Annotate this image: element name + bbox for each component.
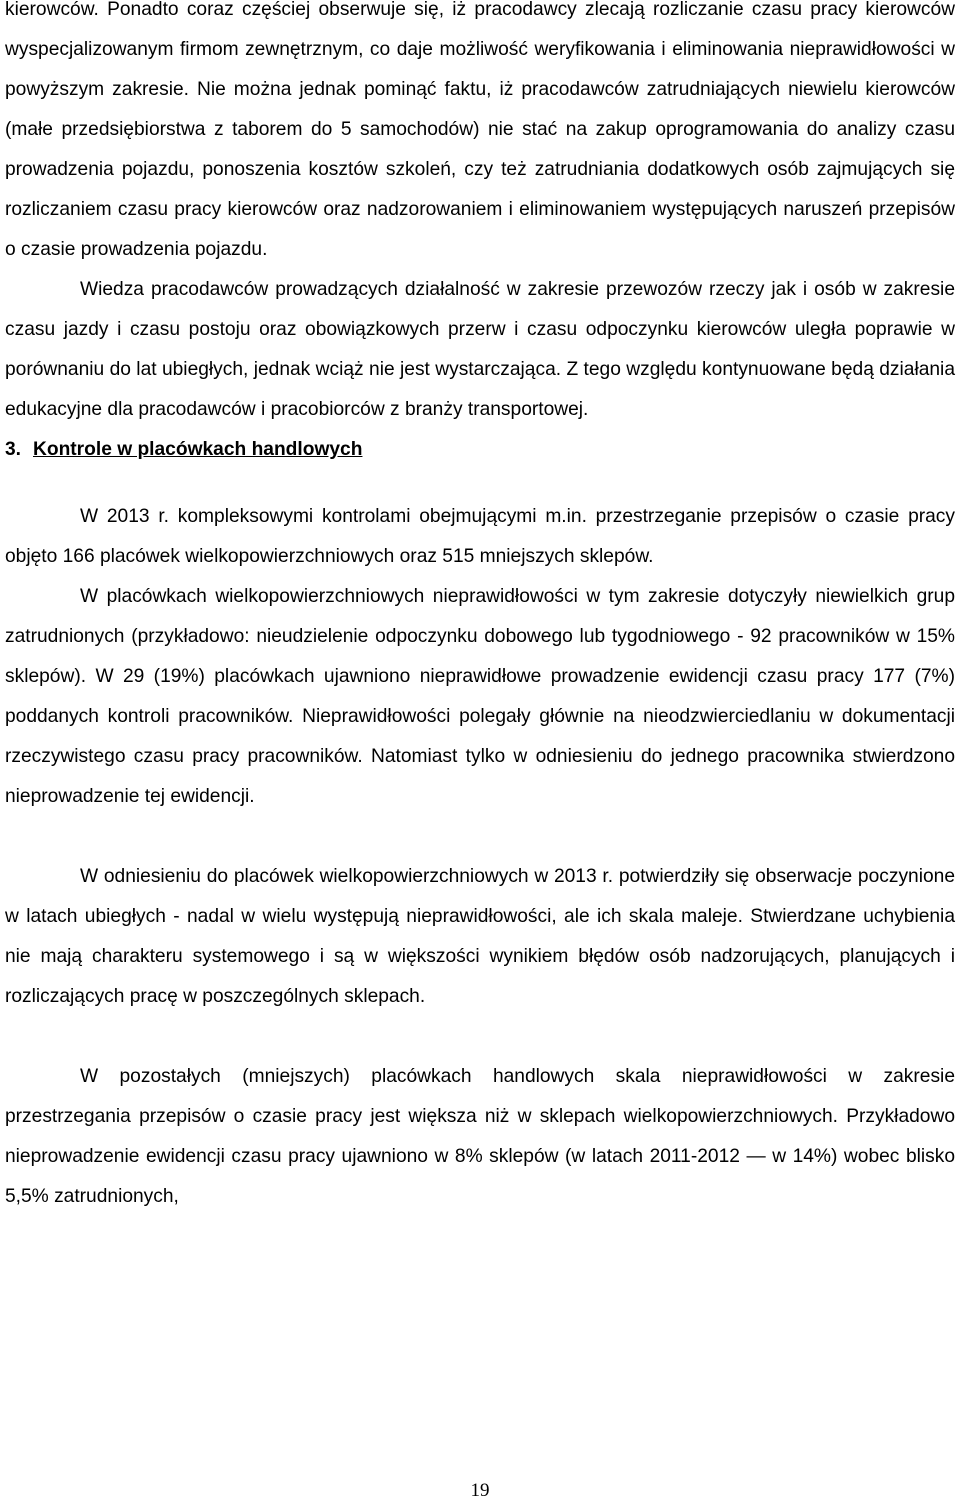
paragraph-employer-knowledge: Wiedza pracodawców prowadzących działalność w zakresie przewozów rzeczy jak i osób w zakresie czasu jazdy i czasu postoju oraz obowiązkowych przerw i czasu odpoczynku kierowców uległa poprawie w porównaniu do lat ubiegłych, jednak wciąż nie jest wystarczająca. Z tego względu kontynuowane będą działania edukacyjne dla pracodawców i pracobiorców z branży transportowej. (5, 279, 955, 420)
paragraph-inspections-2013: W 2013 r. kompleksowymi kontrolami obejmującymi m.in. przestrzeganie przepisów o czasie pracy objęto 166 placówek wielkopowierzchniowych oraz 515 mniejszych sklepów. (5, 506, 955, 567)
page-number: 19 (470, 1480, 490, 1501)
section-title: Kontrole w placówkach handlowych (33, 439, 363, 460)
paragraph-large-stores-observations: W odniesieniu do placówek wielkopowierzchniowych w 2013 r. potwierdziły się obserwacje poczynione w latach ubiegłych - nadal w wielu występują nieprawidłowości, ale ich skala maleje. Stwierdzane uchybienia nie mają charakteru systemowego i są w większości wynikiem błędów osób nadzorujących, planujących i rozliczających pracę w poszczególnych sklepach. (5, 866, 955, 1007)
paragraph-drivers-work-time: kierowców. Ponadto coraz częściej obserwuje się, iż pracodawcy zlecają rozliczanie czasu pracy kierowców wyspecjalizowanym firmom zewnętrznym, co daje możliwość weryfikowania i eliminowania nieprawidłowości w powyższym zakresie. Nie można jednak pominąć faktu, iż pracodawców zatrudniających niewielu kierowców (małe przedsiębiorstwa z taborem do 5 samochodów) nie stać na zakup oprogramowania do analizy czasu prowadzenia pojazdu, ponoszenia kosztów szkoleń, czy też zatrudniania dodatkowych osób zajmujących się rozliczaniem czasu pracy kierowców oraz nadzorowaniem i eliminowaniem występujących naruszeń przepisów o czasie prowadzenia pojazdu. (5, 0, 955, 260)
section-heading (5, 430, 955, 470)
paragraph-large-stores-irregularities: W placówkach wielkopowierzchniowych nieprawidłowości w tym zakresie dotyczyły niewielkich grup zatrudnionych (przykładowo: nieudzielenie odpoczynku dobowego lub tygodniowego - 92 pracowników w 15% sklepów). W 29 (19%) placówkach ujawniono nieprawidłowe prowadzenie ewidencji czasu pracy 177 (7%) poddanych kontroli pracowników. Nieprawidłowości polegały głównie na nieodzwierciedlaniu w dokumentacji rzeczywistego czasu pracy pracowników. Natomiast tylko w odniesieniu do jednego pracownika stwierdzono nieprowadzenie tej ewidencji. (5, 586, 955, 807)
section-number: 3. (5, 439, 22, 460)
paragraph-smaller-stores: W pozostałych (mniejszych) placówkach handlowych skala nieprawidłowości w zakresie przestrzegania przepisów o czasie pracy jest większa niż w sklepach wielkopowierzchniowych. Przykładowo nieprowadzenie ewidencji czasu pracy ujawniono w 8% sklepów (w latach 2011-2012 — w 14%) wobec blisko 5,5% zatrudnionych, (5, 1066, 955, 1207)
